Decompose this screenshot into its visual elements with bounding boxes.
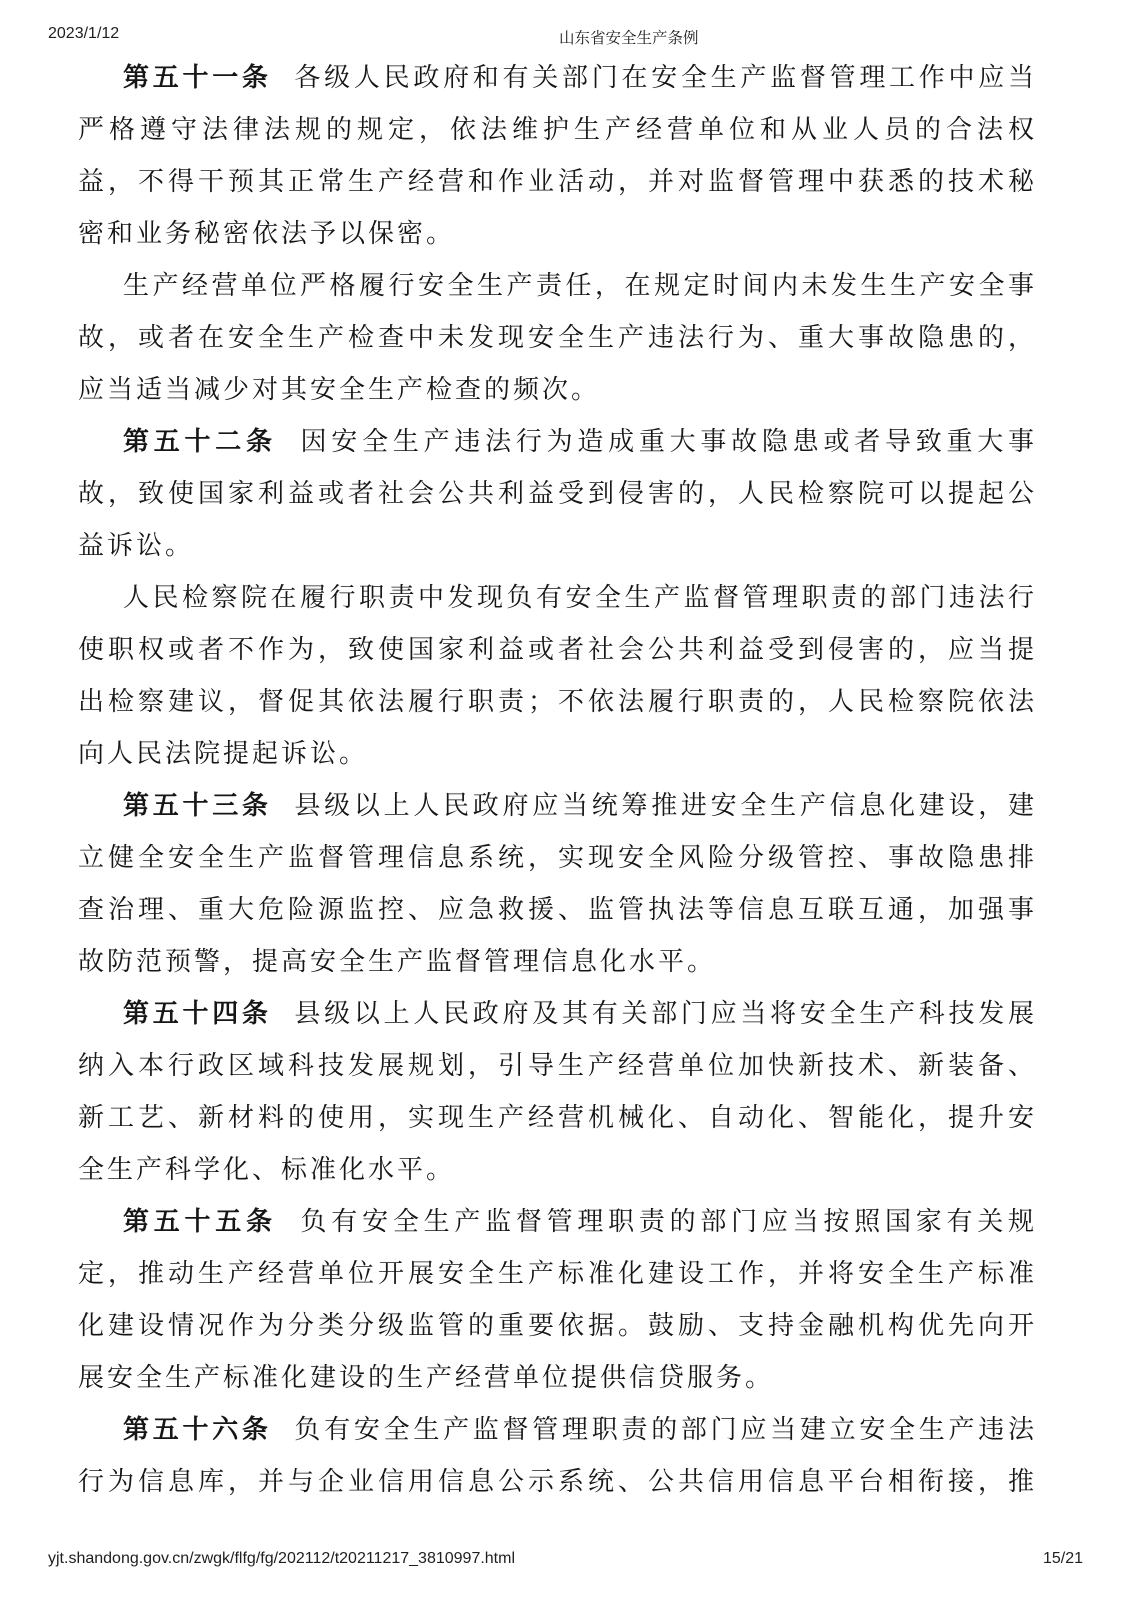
line-text: 出检察建议，督促其依法履行职责；不依法履行职责的，人民检察院依法	[78, 687, 1037, 717]
text-line	[78, 832, 1037, 884]
text-line	[78, 1144, 1037, 1196]
text-line	[78, 1040, 1037, 1092]
article-number: 第五十一条	[123, 63, 272, 93]
line-text: 因安全生产违法行为造成重大事故隐患或者导致重大事	[298, 427, 1037, 457]
line-text: 查治理、重大危险源监控、应急救援、监管执法等信息互联互通，加强事	[78, 895, 1037, 925]
article-line	[78, 1196, 1037, 1248]
text-line	[78, 728, 1037, 780]
line-text: 向人民法院提起诉讼。	[78, 739, 369, 769]
print-footer-page: 15/21	[1042, 1550, 1083, 1567]
line-text: 人民检察院在履行职责中发现负有安全生产监督管理职责的部门违法行	[123, 583, 1037, 613]
text-line	[78, 260, 1037, 312]
text-line	[78, 364, 1037, 416]
article-line	[78, 1404, 1037, 1456]
print-footer-url: yjt.shandong.gov.cn/zwgk/flfg/fg/202112/t20211217_3810997.html	[48, 1550, 516, 1567]
text-line	[78, 520, 1037, 572]
article-line	[78, 780, 1037, 832]
line-text: 化建设情况作为分类分级监管的重要依据。鼓励、支持金融机构优先向开	[78, 1311, 1037, 1341]
article-number: 第五十二条	[123, 427, 277, 457]
line-text: 故防范预警，提高安全生产监督管理信息化水平。	[78, 947, 717, 977]
line-text: 全生产科学化、标准化水平。	[78, 1155, 456, 1185]
article-number: 第五十三条	[123, 791, 272, 821]
line-text: 新工艺、新材料的使用，实现生产经营机械化、自动化、智能化，提升安	[78, 1103, 1037, 1133]
text-line	[78, 156, 1037, 208]
article-number: 第五十四条	[123, 999, 272, 1029]
text-line	[78, 1300, 1037, 1352]
text-line	[78, 468, 1037, 520]
text-line	[78, 624, 1037, 676]
line-text: 定，推动生产经营单位开展安全生产标准化建设工作，并将安全生产标准	[78, 1259, 1037, 1289]
text-line	[78, 936, 1037, 988]
print-header-title: 山东省安全生产条例	[559, 30, 699, 47]
print-header-date: 2023/1/12	[48, 25, 120, 42]
text-line	[78, 1092, 1037, 1144]
document-body	[78, 52, 1037, 1508]
text-line	[78, 104, 1037, 156]
line-text: 故，致使国家利益或者社会公共利益受到侵害的，人民检察院可以提起公	[78, 479, 1037, 509]
article-line	[78, 416, 1037, 468]
line-text: 严格遵守法律法规的规定，依法维护生产经营单位和从业人员的合法权	[78, 115, 1037, 145]
article-number: 第五十五条	[123, 1207, 277, 1237]
line-text: 密和业务秘密依法予以保密。	[78, 219, 456, 249]
line-text: 生产经营单位严格履行安全生产责任，在规定时间内未发生生产安全事	[123, 271, 1037, 301]
line-text: 各级人民政府和有关部门在安全生产监督管理工作中应当	[293, 63, 1037, 93]
text-line	[78, 1456, 1037, 1508]
text-line	[78, 1248, 1037, 1300]
article-line	[78, 988, 1037, 1040]
text-line	[78, 884, 1037, 936]
line-text: 故，或者在安全生产检查中未发现安全生产违法行为、重大事故隐患的，	[78, 323, 1037, 353]
article-line	[78, 52, 1037, 104]
text-line	[78, 1352, 1037, 1404]
text-line	[78, 312, 1037, 364]
line-text: 应当适当减少对其安全生产检查的频次。	[78, 375, 601, 405]
line-text: 益诉讼。	[78, 531, 195, 561]
line-text: 行为信息库，并与企业信用信息公示系统、公共信用信息平台相衔接，推	[78, 1467, 1037, 1497]
line-text: 展安全生产标准化建设的生产经营单位提供信贷服务。	[78, 1363, 775, 1393]
line-text: 县级以上人民政府应当统筹推进安全生产信息化建设，建	[293, 791, 1037, 821]
line-text: 县级以上人民政府及其有关部门应当将安全生产科技发展	[293, 999, 1037, 1029]
line-text: 纳入本行政区域科技发展规划，引导生产经营单位加快新技术、新装备、	[78, 1051, 1037, 1081]
line-text: 负有安全生产监督管理职责的部门应当按照国家有关规	[298, 1207, 1037, 1237]
line-text: 使职权或者不作为，致使国家利益或者社会公共利益受到侵害的，应当提	[78, 635, 1037, 665]
line-text: 负有安全生产监督管理职责的部门应当建立安全生产违法	[293, 1415, 1037, 1445]
article-number: 第五十六条	[123, 1415, 272, 1445]
line-text: 立健全安全生产监督管理信息系统，实现安全风险分级管控、事故隐患排	[78, 843, 1037, 873]
line-text: 益，不得干预其正常生产经营和作业活动，并对监督管理中获悉的技术秘	[78, 167, 1037, 197]
text-line	[78, 572, 1037, 624]
text-line	[78, 676, 1037, 728]
text-line	[78, 208, 1037, 260]
